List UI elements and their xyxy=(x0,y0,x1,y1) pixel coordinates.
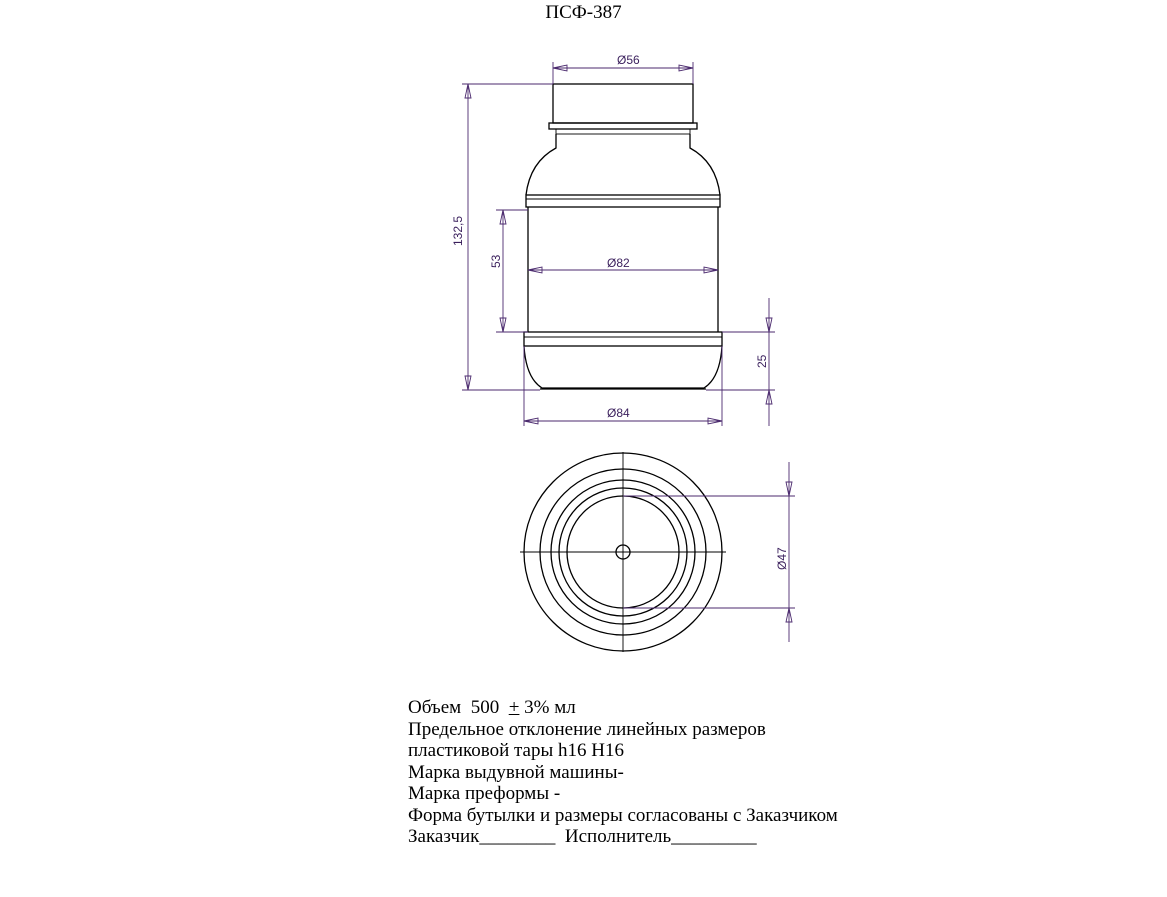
dim-label-zone xyxy=(489,210,528,332)
neck-collar-outline xyxy=(556,129,690,134)
top-view xyxy=(520,452,726,652)
note-preform: Марка преформы - xyxy=(408,783,561,804)
notes-block xyxy=(408,697,838,848)
note-tolerance-text: Предельное отклонение линейных размеров xyxy=(408,718,766,740)
upper-band-outline xyxy=(526,195,720,207)
dim-bottom-height xyxy=(706,298,775,426)
volume-tolerance: 3% мл xyxy=(524,697,576,718)
neck-ring-outline xyxy=(549,123,697,129)
shoulder-outline xyxy=(526,134,720,195)
volume-value: 500 xyxy=(470,697,500,718)
neck-diameter-label: Ø56 xyxy=(617,53,640,67)
bottom-outline xyxy=(524,346,722,388)
tolerance-sign: + xyxy=(508,697,520,718)
note-tolerance-class: пластиковой тары h16 H16 xyxy=(408,740,624,761)
volume-label: Объем xyxy=(408,697,462,718)
base-diameter-label: Ø84 xyxy=(607,406,630,420)
dim-base-diameter xyxy=(524,346,722,426)
side-view xyxy=(524,84,722,389)
cap-outline xyxy=(553,84,693,123)
dim-total-height xyxy=(451,84,553,390)
dim-body-diameter xyxy=(528,256,718,273)
note-signatures: Заказчик________ Исполнитель_________ xyxy=(408,826,757,847)
drawing-title: ПСФ-387 xyxy=(545,2,622,23)
note-blow-machine: Марка выдувной машины- xyxy=(408,761,624,783)
volume-line xyxy=(408,697,838,719)
bottom-height-label: 25 xyxy=(755,354,769,368)
total-height-label: 132,5 xyxy=(451,215,465,246)
opening-diameter-label: Ø47 xyxy=(775,547,789,570)
dim-neck-diameter xyxy=(553,53,693,84)
label-zone-height-label: 53 xyxy=(489,254,503,268)
body-diameter-label: Ø82 xyxy=(607,256,630,270)
note-agreement: Форма бутылки и размеры согласованы с Заказчиком xyxy=(408,804,838,826)
lower-band-outline xyxy=(524,332,722,346)
